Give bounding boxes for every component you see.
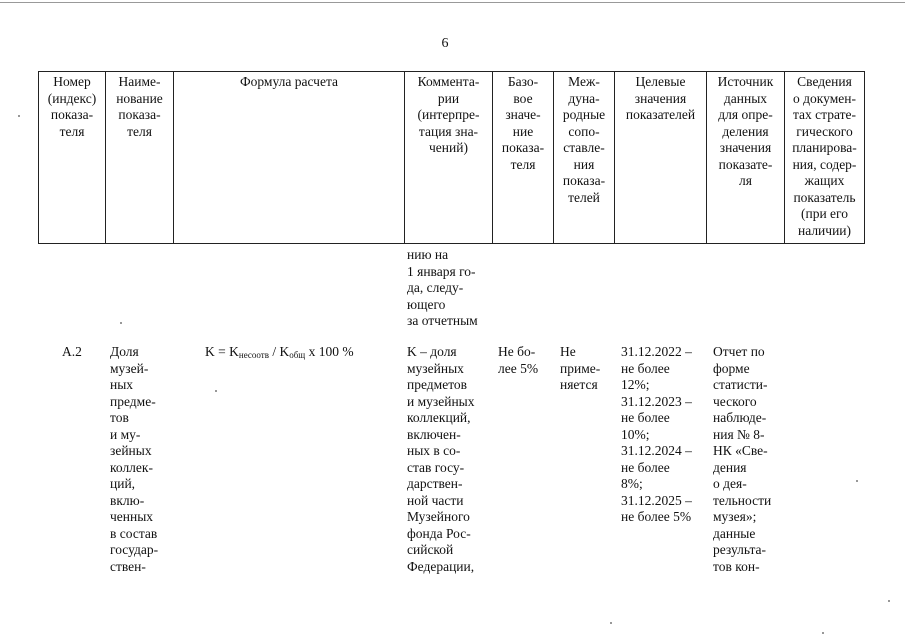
row-index: А.2 (62, 344, 82, 359)
header-documents: Сведения о докумен- тах страте- гического планирова- ния, содер- жащих показатель (при его наличии) (785, 72, 865, 244)
row-comment: K – доля музейных предметов и музейных коллекций, включен- ных в со- став госу- дарствен- ной части Музейного фонда Рос- сийской Федерации, (407, 344, 475, 574)
row-international: Не приме- няется (560, 344, 601, 392)
row-targets: 31.12.2022 – не более 12%; 31.12.2023 – не более 10%; 31.12.2024 – не более 8%; 31.12.2025 – не более 5% (621, 344, 692, 524)
scan-speck (856, 480, 858, 482)
row-indicator-name: Доля музей- ных предме- тов и му- зейных коллек- ций, вклю- ченных в состав государ- ствен- (110, 344, 159, 574)
header-targets: Целевые значения показателей (615, 72, 707, 244)
scan-speck (822, 632, 824, 634)
indicator-table-header (38, 71, 865, 244)
formula-k: K = K (205, 344, 239, 359)
formula-subscript-total: общ (289, 350, 306, 360)
header-comments: Коммента- рии (интерпре- тация зна- чений) (405, 72, 493, 244)
header-row (39, 72, 865, 244)
top-border-line (0, 2, 905, 3)
scan-speck (610, 622, 612, 624)
row-source: Отчет по форме статисти- ческого наблюде- ния № 8- НК «Све- дения о дея- тельности музея»; данные результа- тов кон- (713, 344, 772, 574)
row-formula (205, 344, 354, 364)
formula-divider: / K (268, 344, 290, 359)
header-formula: Формула расчета (174, 72, 405, 244)
row-base-value: Не бо- лее 5% (498, 344, 539, 376)
header-index: Номер (индекс) показа- теля (39, 72, 106, 244)
scan-speck (888, 600, 890, 602)
header-base-value: Базо- вое значе- ние показа- теля (493, 72, 554, 244)
header-international: Меж- дуна- родные сопо- ставле- ния показа- телей (554, 72, 615, 244)
page-number: 6 (441, 36, 449, 51)
header-source: Источник данных для опре- деления значения показате- ля (707, 72, 785, 244)
scan-speck (120, 322, 122, 324)
header-name: Наиме- нование показа- теля (106, 72, 174, 244)
continuation-comment: нию на 1 января го- да, следу- ющего за отчетным (407, 247, 478, 328)
scan-speck (18, 115, 20, 117)
formula-tail: x 100 % (305, 344, 354, 359)
formula-subscript-noncompliant: несоотв (238, 350, 269, 360)
scan-speck (215, 390, 217, 392)
